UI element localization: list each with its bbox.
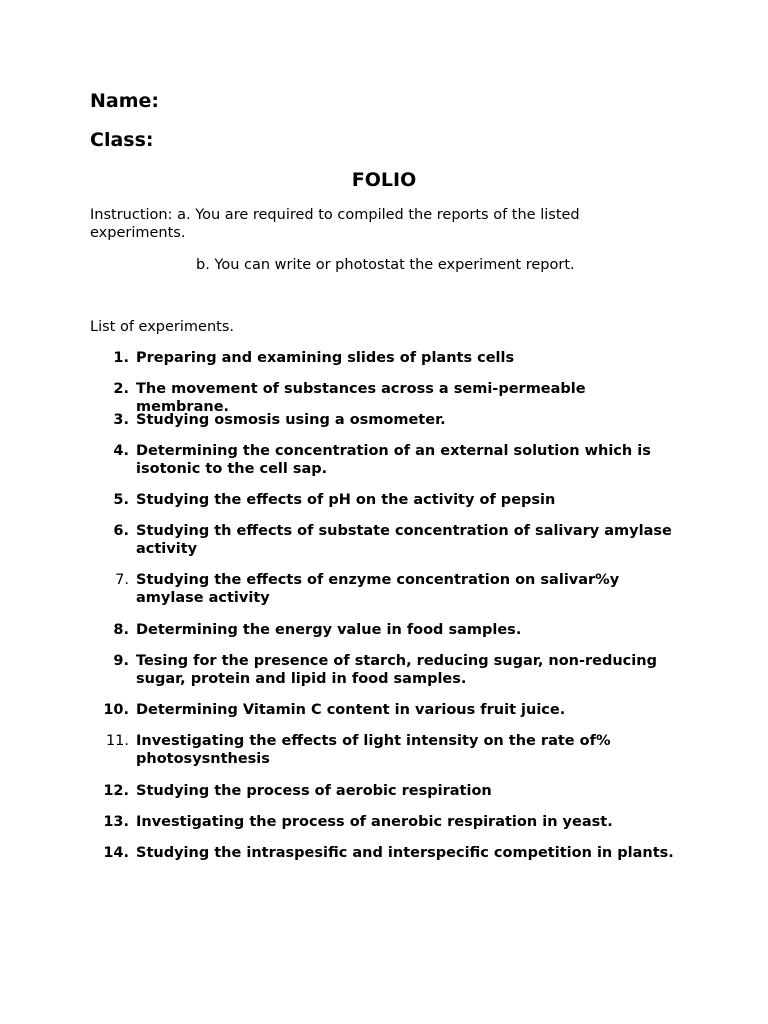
item-number: 2. xyxy=(113,381,129,397)
item-number: 11. xyxy=(105,733,129,749)
item-number: 3. xyxy=(113,412,129,428)
name-label: Name: xyxy=(90,90,160,112)
instruction-b: b. You can write or photostat the experiment report. xyxy=(196,257,575,273)
item-number: 5. xyxy=(113,492,129,508)
document-title: FOLIO xyxy=(351,169,417,191)
item-text: Studying the process of aerobic respiration xyxy=(136,783,492,799)
item-text: Investigating the process of anerobic respiration in yeast. xyxy=(136,814,613,830)
item-text: Determining the energy value in food samples. xyxy=(136,622,522,638)
experiments-list-heading: List of experiments. xyxy=(90,319,234,335)
item-text: Studying th effects of substate concentration of salivary amylase activity xyxy=(136,523,672,557)
item-text: The movement of substances across a semi-permeable membrane. xyxy=(136,381,586,415)
item-text: Determining the concentration of an external solution which is isotonic to the cell sap. xyxy=(136,443,651,477)
item-number: 12. xyxy=(103,783,129,799)
item-number: 13. xyxy=(103,814,129,830)
item-text: Studying the effects of enzyme concentration on salivar%y amylase activity xyxy=(136,572,620,606)
item-number: 4. xyxy=(113,443,129,459)
item-number: 6. xyxy=(113,523,129,539)
item-text: Tesing for the presence of starch, reducing sugar, non-reducing sugar, protein and lipid in food samples. xyxy=(136,653,657,687)
item-number: 10. xyxy=(103,702,129,718)
class-label: Class: xyxy=(90,129,154,151)
instruction-a: Instruction: a. You are required to compiled the reports of the listed experiments. xyxy=(90,207,580,241)
item-number: 1. xyxy=(113,350,129,366)
item-number: 7. xyxy=(115,572,129,588)
item-number: 9. xyxy=(113,653,129,669)
item-text: Studying the effects of pH on the activity of pepsin xyxy=(136,492,556,508)
item-text: Investigating the effects of light intensity on the rate of% photosysnthesis xyxy=(136,733,611,767)
item-text: Studying osmosis using a osmometer. xyxy=(136,412,446,428)
item-text: Preparing and examining slides of plants cells xyxy=(136,350,515,366)
item-text: Studying the intraspesific and interspecific competition in plants. xyxy=(136,845,674,861)
item-number: 8. xyxy=(113,622,129,638)
item-number: 14. xyxy=(103,845,129,861)
item-text: Determining Vitamin C content in various fruit juice. xyxy=(136,702,566,718)
